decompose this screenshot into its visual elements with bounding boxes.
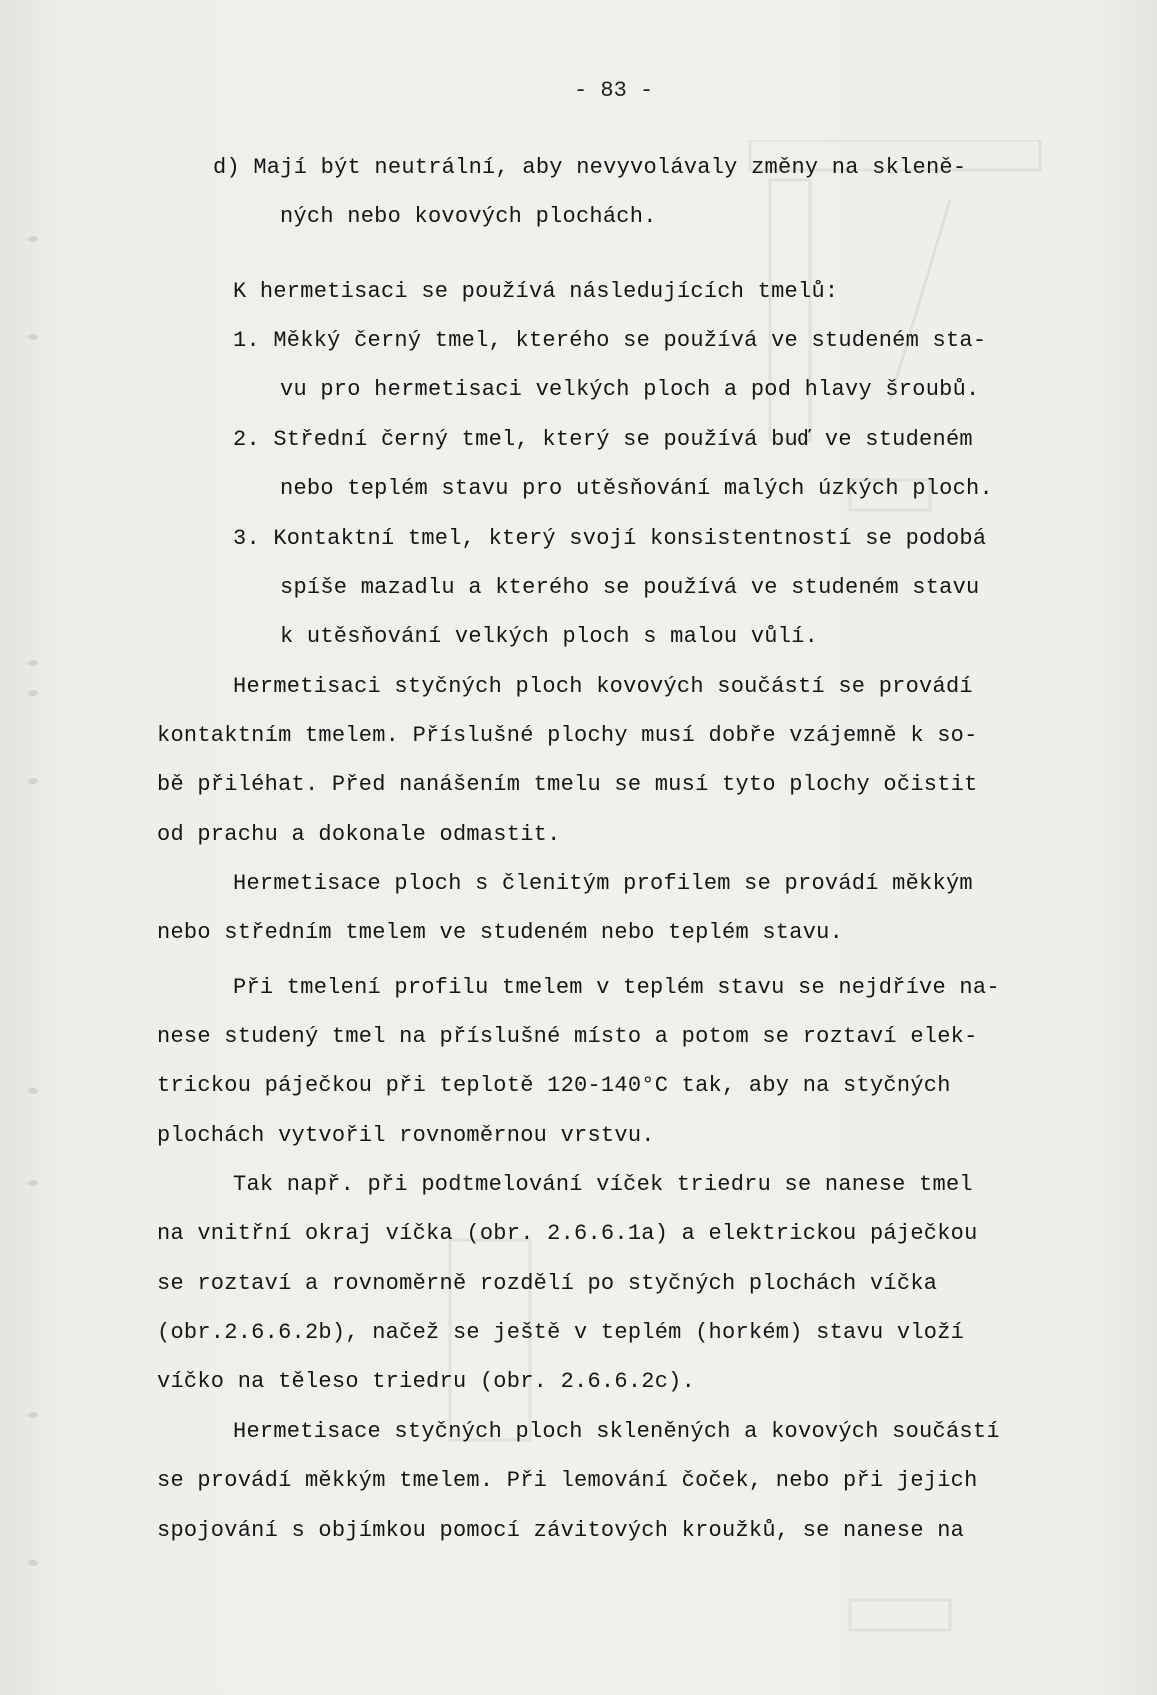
punch-mark bbox=[28, 236, 38, 242]
text-line: spojování s objímkou pomocí závitových kroužků, se nanese na bbox=[157, 1518, 965, 1543]
text-line: od prachu a dokonale odmastit. bbox=[157, 822, 561, 847]
text-line: bě přiléhat. Před nanášením tmelu se musí tyto plochy očistit bbox=[157, 772, 978, 797]
text-line: Při tmelení profilu tmelem v teplém stavu se nejdříve na- bbox=[233, 975, 1000, 1000]
punch-mark bbox=[28, 1560, 38, 1566]
text-line: na vnitřní okraj víčka (obr. 2.6.6.1a) a elektrickou páječkou bbox=[157, 1221, 978, 1246]
text-line: Hermetisace styčných ploch skleněných a kovových součástí bbox=[233, 1419, 1000, 1444]
text-line: plochách vytvořil rovnoměrnou vrstvu. bbox=[157, 1123, 655, 1148]
page-number: - 83 - bbox=[574, 78, 654, 103]
text-line: k utěsňování velkých ploch s malou vůlí. bbox=[280, 624, 819, 649]
punch-mark bbox=[28, 1180, 38, 1186]
text-line: (obr.2.6.6.2b), načež se ještě v teplém (horkém) stavu vloží bbox=[157, 1320, 965, 1345]
text-line: víčko na těleso triedru (obr. 2.6.6.2c). bbox=[157, 1369, 696, 1394]
text-line: 1. Měkký černý tmel, kterého se používá ve studeném sta- bbox=[233, 328, 987, 353]
text-line: ných nebo kovových plochách. bbox=[280, 204, 657, 229]
punch-mark bbox=[28, 778, 38, 784]
text-line: Hermetisace ploch s členitým profilem se provádí měkkým bbox=[233, 871, 973, 896]
punch-mark bbox=[28, 334, 38, 340]
text-line: trickou páječkou při teplotě 120-140°C tak, aby na styčných bbox=[157, 1073, 951, 1098]
text-line: se provádí měkkým tmelem. Při lemování čoček, nebo při jejich bbox=[157, 1468, 978, 1493]
text-line: se roztaví a rovnoměrně rozdělí po styčných plochách víčka bbox=[157, 1271, 938, 1296]
punch-mark bbox=[28, 660, 38, 666]
punch-mark bbox=[28, 1412, 38, 1418]
text-line: 2. Střední černý tmel, který se používá buď ve studeném bbox=[233, 427, 973, 452]
text-line: d) Mají být neutrální, aby nevyvolávaly změny na skleně- bbox=[213, 155, 967, 180]
text-line: spíše mazadlu a kterého se používá ve studeném stavu bbox=[280, 575, 980, 600]
text-line: 3. Kontaktní tmel, který svojí konsistentností se podobá bbox=[233, 526, 987, 551]
punch-mark bbox=[28, 690, 38, 696]
text-line: Tak např. při podtmelování víček triedru se nanese tmel bbox=[233, 1172, 973, 1197]
text-line: Hermetisaci styčných ploch kovových součástí se provádí bbox=[233, 674, 973, 699]
punch-mark bbox=[28, 1088, 38, 1094]
text-line: vu pro hermetisaci velkých ploch a pod hlavy šroubů. bbox=[280, 377, 980, 402]
text-line: nese studený tmel na příslušné místo a potom se roztaví elek- bbox=[157, 1024, 978, 1049]
text-line: nebo středním tmelem ve studeném nebo teplém stavu. bbox=[157, 920, 844, 945]
text-line: kontaktním tmelem. Příslušné plochy musí dobře vzájemně k so- bbox=[157, 723, 978, 748]
text-line: K hermetisaci se používá následujících tmelů: bbox=[233, 279, 839, 304]
text-line: nebo teplém stavu pro utěsňování malých úzkých ploch. bbox=[280, 476, 993, 501]
